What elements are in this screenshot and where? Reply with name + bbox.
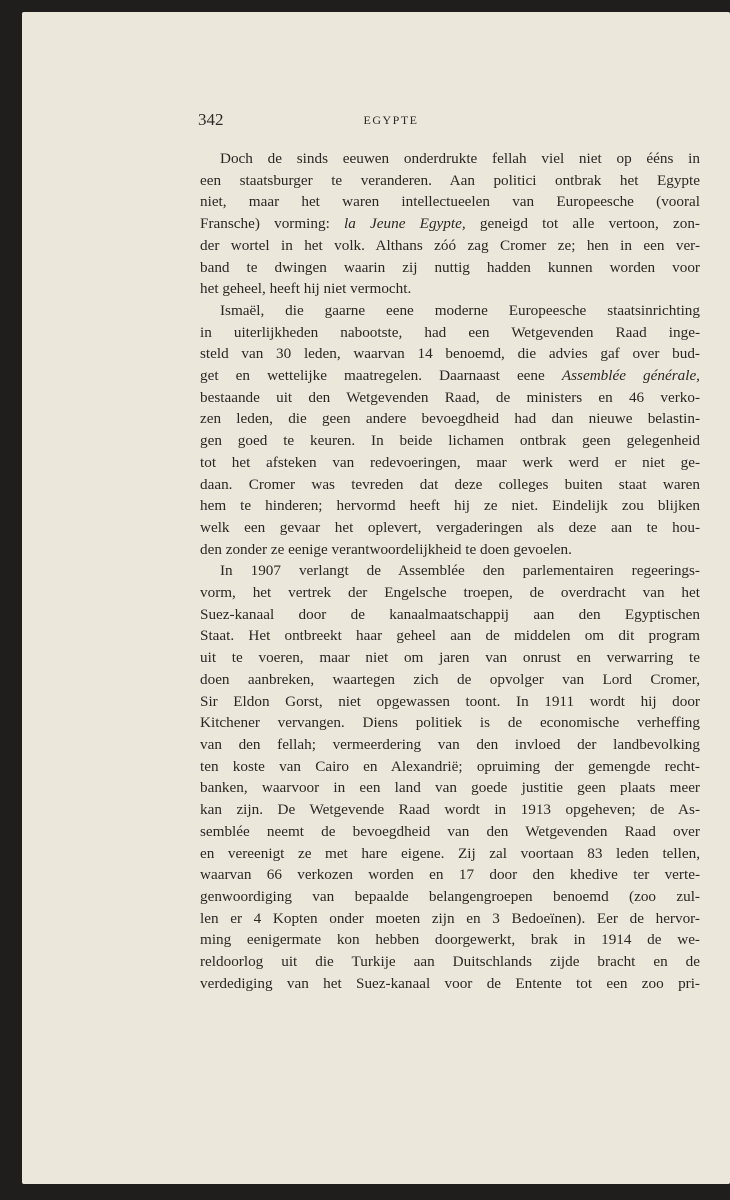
text-line: uit te voeren, maar niet om jaren van onrust en verwarring te — [200, 649, 700, 667]
text-line: Sir Eldon Gorst, niet opgewassen toont. In 1911 wordt hij door — [200, 692, 700, 710]
text-line: Fransche) vorming: la Jeune Egypte, geneigd tot alle vertoon, zon- — [200, 215, 700, 233]
text-line: get en wettelijke maatregelen. Daarnaast eene Assemblée générale, — [200, 367, 700, 385]
text-line: een staatsburger te veranderen. Aan politici ontbrak het Egypte — [200, 171, 700, 189]
text-line: en vereenigt ze met hare eigene. Zij zal voortaan 83 leden tellen, — [200, 844, 700, 862]
paragraph — [200, 300, 700, 560]
text-line: semblée neemt de bevoegdheid van den Wetgevenden Raad over — [200, 822, 700, 840]
text-line: Staat. Het ontbreekt haar geheel aan de middelen om dit program — [200, 627, 700, 645]
text-line: vorm, het vertrek der Engelsche troepen, de overdracht van het — [200, 584, 700, 602]
text-line: welk een gevaar het oplevert, vergaderingen als deze aan te hou- — [200, 518, 700, 536]
text-line: In 1907 verlangt de Assemblée den parlementairen regeerings- — [220, 562, 700, 580]
text-line: doen aanbreken, waartegen zich de opvolger van Lord Cromer, — [200, 670, 700, 688]
paragraph — [200, 560, 700, 994]
text-line: in uiterlijkheden nabootste, had een Wetgevenden Raad inge- — [200, 323, 700, 341]
text-line: gen goed te keuren. In beide lichamen ontbrak geen gelegenheid — [200, 432, 700, 450]
text-line: len er 4 Kopten onder moeten zijn en 3 Bedoeïnen). Eer de hervor- — [200, 909, 700, 927]
text-line: genwoordiging van bepaalde belangengroepen benoemd (zoo zul- — [200, 887, 700, 905]
page-number: 342 — [198, 110, 224, 129]
body-text — [200, 148, 700, 994]
text-line: Doch de sinds eeuwen onderdrukte fellah viel niet op ééns in — [220, 150, 700, 167]
text-line: verdediging van het Suez-kanaal voor de Entente tot een zoo pri- — [200, 974, 700, 992]
text-line: reldoorlog uit die Turkije aan Duitschlands zijde bracht en de — [200, 953, 700, 971]
text-line: waarvan 66 verkozen worden en 17 door den khedive ter verte- — [200, 866, 700, 884]
running-title: EGYPTE — [363, 113, 419, 127]
text-line: ming eenigermate kon hebben doorgewerkt, brak in 1914 de we- — [200, 931, 700, 949]
text-line: zen leden, die geen andere bevoegdheid had dan nieuwe belastin- — [200, 410, 700, 428]
text-line: band te dwingen waarin zij nuttig hadden kunnen worden voor — [200, 258, 700, 276]
text-line: banken, waarvoor in een land van goede justitie geen plaats meer — [200, 779, 700, 797]
text-line: Ismaël, die gaarne eene moderne Europeesche staatsinrichting — [220, 301, 700, 319]
text-line: steld van 30 leden, waarvan 14 benoemd, die advies gaf over bud- — [200, 345, 700, 363]
text-line: kan zijn. De Wetgevende Raad wordt in 1913 opgeheven; de As- — [200, 801, 700, 819]
text-line: het geheel, heeft hij niet vermocht. — [200, 280, 412, 298]
text-line: daan. Cromer was tevreden dat deze colleges buiten staat waren — [200, 475, 700, 493]
text-line: van den fellah; vermeerdering van den invloed der landbevolking — [200, 735, 700, 753]
text-line: Suez-kanaal door de kanaalmaatschappij aan den Egyptischen — [200, 605, 700, 623]
text-line: der wortel in het volk. Althans zóó zag Cromer ze; hen in een ver- — [200, 236, 700, 254]
text-line: den zonder ze eenige verantwoordelijkheid te doen gevoelen. — [200, 540, 572, 558]
text-line: bestaande uit den Wetgevenden Raad, de ministers en 46 verko- — [200, 388, 700, 406]
text-line: hem te hinderen; hervormd heeft hij ze niet. Eindelijk zou blijken — [200, 497, 700, 515]
book-page — [22, 12, 730, 1184]
page-header — [22, 110, 730, 134]
paragraph — [200, 148, 700, 300]
text-line: niet, maar het waren intellectueelen van Europeesche (vooral — [200, 193, 700, 211]
text-line: tot het afsteken van redevoeringen, maar werk werd er niet ge- — [200, 453, 700, 471]
text-line: ten koste van Cairo en Alexandrië; opruiming der gemengde recht- — [200, 757, 700, 775]
text-line: Kitchener vervangen. Diens politiek is de economische verheffing — [200, 714, 700, 732]
